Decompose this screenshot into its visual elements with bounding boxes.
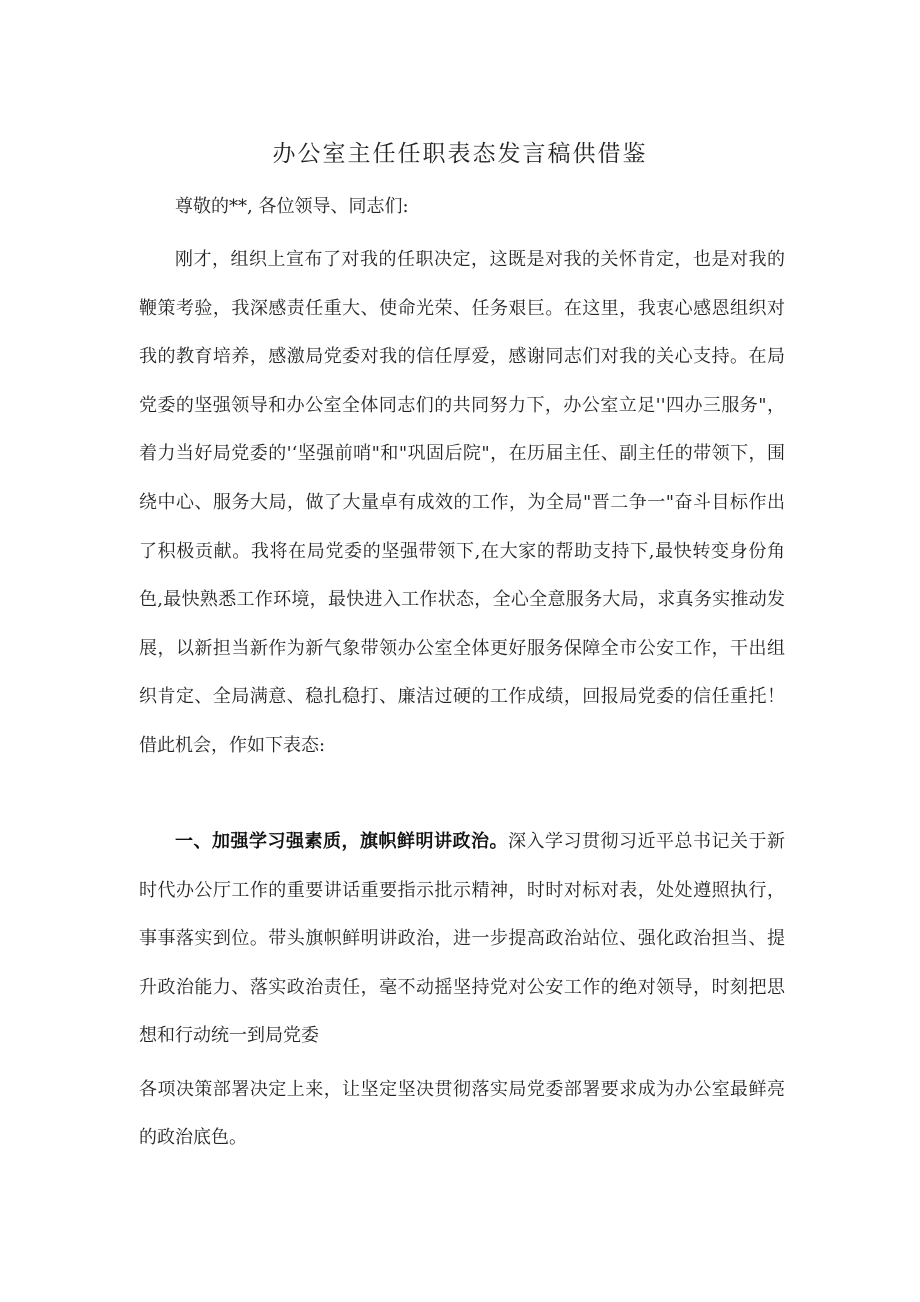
document-title: 办公室主任任职表态发言稿供借鉴 [272,141,648,167]
section-one-heading: 一、加强学习强素质，旗帜鲜明讲政治。 [175,831,508,852]
opening-paragraph: 刚才，组织上宣布了对我的任职决定，这既是对我的关怀肯定，也是对我的鞭策考验，我深感责任重大、使命光荣、任务艰巨。在这里，我衷心感恩组织对我的教育培养，感激局党委对我的信任厚爱，感谢同志们对我的关心支持。在局党委的坚强领导和办公室全体同志们的共同努力下，办公室立足''四办三服务"，着力当好局党委的'‘坚强前哨"和"巩固后院"，在历届主任、副主任的带领下，围绕中心、服务大局，做了大量卓有成效的工作，为全局"晋二争一"奋斗目标作出了积极贡献。我将在局党委的坚强带领下,在大家的帮助支持下,最快转变身份角色,最快熟悉工作环境，最快进入工作状态，全心全意服务大局，求真务实推动发展，以新担当新作为新气象带领办公室全体更好服务保障全市公安工作，干出组织肯定、全局满意、稳扎稳打、廉洁过硬的工作成绩，回报局党委的信任重托！借此机会，作如下表态: [139,249,785,756]
section-one-body: 深入学习贯彻习近平总书记关于新时代办公厅工作的重要讲话重要指示批示精神，时时对标对表，处处遵照执行，事事落实到位。带头旗帜鲜明讲政治，进一步提高政治站位、强化政治担当、提升政治能力、落实政治责任，毫不动摇坚持党对公安工作的绝对领导，时刻把思想和行动统一到局党委 [139,831,785,1047]
salutation: 尊敬的**, 各位领导、同志们: [175,196,409,217]
section-one-continued: 各项决策部署决定上来，让坚定坚决贯彻落实局党委部署要求成为办公室最鲜亮的政治底色。 [139,1079,785,1148]
section-one-paragraph [139,818,785,1061]
